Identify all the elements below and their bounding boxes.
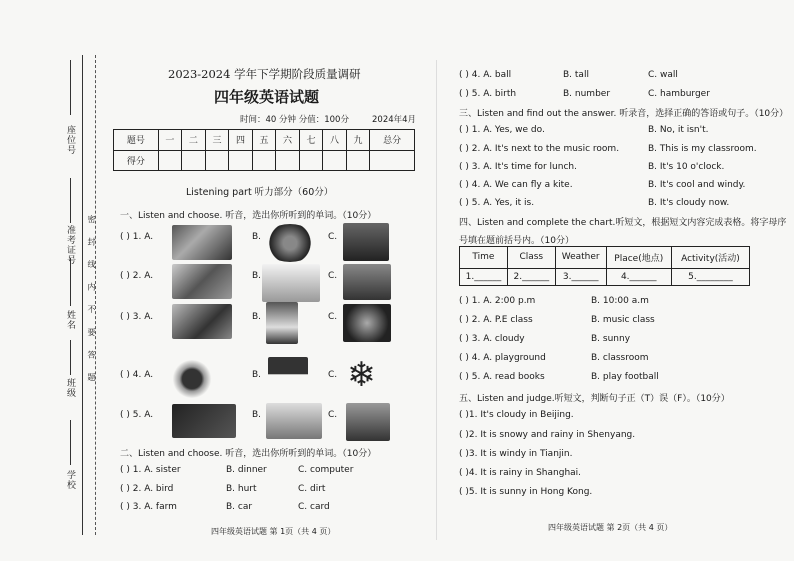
- section5-title: 五、Listen and judge.听短文，判断句子正（T）误（F）。（10分）: [459, 394, 730, 404]
- chart-header-place: Place(地点): [606, 247, 671, 269]
- page-divider: [436, 60, 437, 540]
- name-label: 姓名: [65, 310, 75, 330]
- s4-q5-b: B. play football: [591, 372, 659, 382]
- s4-q2-b: B. music class: [591, 315, 655, 325]
- s4-q5-a: ( ) 5. A. read books: [459, 372, 545, 382]
- rain-cloud-icon: [268, 357, 308, 395]
- binding-strip: [0, 0, 100, 561]
- score-cell: 五: [252, 130, 276, 151]
- snowflake-icon: ❄: [347, 355, 376, 395]
- s4-q1-a: ( ) 1. A. 2:00 p.m: [459, 296, 536, 306]
- s2-q4-c: C. wall: [648, 70, 678, 80]
- score-cell: 一: [158, 130, 182, 151]
- s2-q3-c: C. card: [298, 502, 330, 512]
- s2-q4-a: ( ) 4. A. ball: [459, 70, 512, 80]
- s4-q3-b: B. sunny: [591, 334, 631, 344]
- tv-room-picture: [172, 225, 232, 260]
- section3-title: 三、Listen and find out the answer. 听录音，选择正确的答语或句子。（10分）: [459, 109, 789, 119]
- s2-q2-b: B. hurt: [226, 484, 257, 494]
- score-cell: 九: [346, 130, 370, 151]
- seat-number-label: 座位号: [65, 125, 75, 155]
- s4-q4-b: B. classroom: [591, 353, 649, 363]
- chart-blank-2[interactable]: 2.______: [507, 268, 555, 285]
- sealing-notice: 密 封 线 内 不 要 答 题: [87, 215, 96, 387]
- class-blank: [70, 340, 71, 375]
- chart-blank-1[interactable]: 1.______: [460, 268, 508, 285]
- s1-q3-c-label: C.: [328, 312, 338, 322]
- s3-q2-a: ( ) 2. A. It's next to the music room.: [459, 144, 620, 154]
- name-blank: [70, 258, 71, 306]
- s2-q4-b: B. tall: [563, 70, 589, 80]
- score-table: [113, 129, 415, 171]
- s5-q4: ( )4. It is rainy in Shanghai.: [459, 468, 582, 478]
- s1-q5-c-label: C.: [328, 410, 338, 420]
- score-cell: 总分: [370, 130, 415, 151]
- blackboard-picture: [172, 404, 236, 438]
- boy-running-picture: [172, 304, 232, 339]
- score-input[interactable]: [229, 150, 253, 171]
- classroom-picture: [266, 403, 322, 439]
- s1-q3-number: ( ) 3. A.: [120, 312, 154, 322]
- section4-title-cont: 号填在题前括号内。（10分）: [459, 236, 574, 246]
- exam-subtitle: 四年级英语试题: [214, 88, 320, 106]
- score-input[interactable]: [323, 150, 347, 171]
- score-table-header-row: [114, 130, 415, 151]
- building-picture: [343, 223, 389, 261]
- s2-q5-a: ( ) 5. A. birth: [459, 89, 517, 99]
- score-input[interactable]: [276, 150, 300, 171]
- house-picture: [343, 264, 391, 300]
- s1-q3-b-label: B.: [252, 312, 262, 322]
- score-cell: 题号: [114, 130, 159, 151]
- score-row-label: 得分: [114, 150, 159, 171]
- score-input[interactable]: [346, 150, 370, 171]
- school-label: 学校: [65, 470, 75, 490]
- student-picture: [346, 403, 390, 441]
- s2-q3-a: ( ) 3. A. farm: [120, 502, 177, 512]
- s2-q2-c: C. dirt: [298, 484, 326, 494]
- score-input[interactable]: [205, 150, 229, 171]
- kitchen-picture: [172, 264, 232, 299]
- footer-page2: 四年级英语试题 第 2页（共 4 页）: [548, 523, 673, 532]
- s2-q3-b: B. car: [226, 502, 253, 512]
- chart-header-weather: Weather: [555, 247, 606, 269]
- s1-q4-b-label: B.: [252, 370, 262, 380]
- sun-icon: [172, 360, 212, 398]
- exam-number-blank: [70, 178, 71, 223]
- s4-q1-b: B. 10:00 a.m: [591, 296, 649, 306]
- s1-q2-b-label: B.: [252, 271, 262, 281]
- s3-q3-b: B. It's 10 o'clock.: [648, 162, 725, 172]
- s4-q3-a: ( ) 3. A. cloudy: [459, 334, 525, 344]
- chart-header-row: [460, 247, 750, 269]
- girl-with-hat-picture: [266, 302, 298, 344]
- s1-q5-b-label: B.: [252, 410, 262, 420]
- exam-title: 2023-2024 学年下学期阶段质量调研: [168, 67, 361, 81]
- s1-q1-c-label: C.: [328, 232, 338, 242]
- s3-q2-b: B. This is my classroom.: [648, 144, 757, 154]
- s2-q5-c: C. hamburger: [648, 89, 710, 99]
- section2-title: 二、Listen and choose. 听音，选出你所听到的单词。（10分）: [120, 449, 377, 459]
- chart-blank-row: [460, 268, 750, 285]
- exam-number-label: 准考证号: [65, 225, 75, 265]
- class-label: 班级: [65, 378, 75, 398]
- s1-q2-number: ( ) 2. A.: [120, 271, 154, 281]
- section4-title: 四、Listen and complete the chart.听短文，根据短文内容完成表格。将字母序: [459, 218, 787, 228]
- s2-q1-c: C. computer: [298, 465, 354, 475]
- s2-q1-b: B. dinner: [226, 465, 267, 475]
- s3-q1-a: ( ) 1. A. Yes, we do.: [459, 125, 545, 135]
- complete-chart: [459, 246, 750, 286]
- score-cell: 八: [323, 130, 347, 151]
- seat-number-blank: [70, 60, 71, 115]
- s3-q1-b: B. No, it isn't.: [648, 125, 709, 135]
- score-cell: 四: [229, 130, 253, 151]
- score-input[interactable]: [370, 150, 415, 171]
- child-in-coat-picture: [343, 304, 391, 342]
- s5-q1: ( )1. It's cloudy in Beijing.: [459, 410, 574, 420]
- s1-q2-c-label: C.: [328, 271, 338, 281]
- s3-q4-a: ( ) 4. A. We can fly a kite.: [459, 180, 573, 190]
- s4-q2-a: ( ) 2. A. P.E class: [459, 315, 533, 325]
- score-table-score-row: [114, 150, 415, 171]
- s2-q2-a: ( ) 2. A. bird: [120, 484, 174, 494]
- exam-date: 2024年4月: [372, 115, 417, 125]
- chart-header-class: Class: [507, 247, 555, 269]
- section1-title: 一、Listen and choose. 听音，选出你所听到的单词。（10分）: [120, 211, 377, 221]
- score-input[interactable]: [158, 150, 182, 171]
- s4-q4-a: ( ) 4. A. playground: [459, 353, 546, 363]
- score-input[interactable]: [299, 150, 323, 171]
- pan-picture: [262, 224, 318, 262]
- s3-q4-b: B. It's cool and windy.: [648, 180, 746, 190]
- dining-table-picture: [262, 264, 320, 302]
- score-cell: 二: [182, 130, 206, 151]
- footer-page1: 四年级英语试题 第 1页（共 4 页）: [211, 527, 336, 536]
- score-cell: 六: [276, 130, 300, 151]
- listening-title: Listening part 听力部分（60分）: [186, 187, 334, 198]
- s1-q1-number: ( ) 1. A.: [120, 232, 154, 242]
- chart-blank-4[interactable]: 4.______: [606, 268, 671, 285]
- s5-q5: ( )5. It is sunny in Hong Kong.: [459, 487, 593, 497]
- chart-header-time: Time: [460, 247, 508, 269]
- chart-blank-3[interactable]: 3.______: [555, 268, 606, 285]
- s1-q4-number: ( ) 4. A.: [120, 370, 154, 380]
- s3-q5-a: ( ) 5. A. Yes, it is.: [459, 198, 535, 208]
- s3-q5-b: B. It's cloudy now.: [648, 198, 730, 208]
- s2-q5-b: B. number: [563, 89, 611, 99]
- s1-q5-number: ( ) 5. A.: [120, 410, 154, 420]
- score-input[interactable]: [182, 150, 206, 171]
- s1-q1-b-label: B.: [252, 232, 262, 242]
- chart-header-activity: Activity(活动): [671, 247, 749, 269]
- chart-blank-5[interactable]: 5.________: [671, 268, 749, 285]
- s5-q2: ( )2. It is snowy and rainy in Shenyang.: [459, 430, 636, 440]
- s1-q4-c-label: C.: [328, 370, 338, 380]
- exam-meta: 时间：40 分钟 分值：100分: [240, 115, 349, 125]
- score-cell: 三: [205, 130, 229, 151]
- s2-q1-a: ( ) 1. A. sister: [120, 465, 181, 475]
- s5-q3: ( )3. It is windy in Tianjin.: [459, 449, 573, 459]
- score-cell: 七: [299, 130, 323, 151]
- binding-line: [82, 55, 83, 535]
- score-input[interactable]: [252, 150, 276, 171]
- s3-q3-a: ( ) 3. A. It's time for lunch.: [459, 162, 577, 172]
- school-blank: [70, 420, 71, 465]
